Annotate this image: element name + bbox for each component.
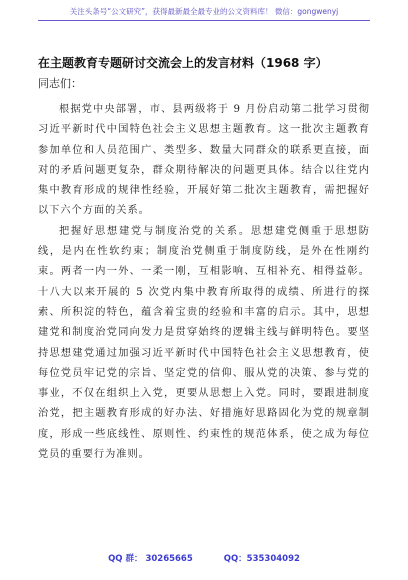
paragraph-intro: 根据党中央部署，市、县两级将于 9 月份启动第二批学习贯彻习近平新时代中国特色社会主义思想主题教育。这一批次主题教育参加单位和人员范围广、类型多、数量大同群众的联系更直接，面对的矛盾问题更复杂，群众期待解决的问题更具体。结合以往党内集中教育形成的规律性经验，开展好第二批次主题教育，需把握好以下六个方面的关系。 (38, 104, 370, 217)
document-body (38, 100, 370, 465)
footer-qq-group: QQ 群： 30265665 (108, 554, 193, 564)
paragraph-thought-and-institution: 把握好思想建党与制度治党的关系。思想建党侧重于思想防线，是内在性软约束；制度治党侧重于制度防线，是外在性刚约束。两者一内一外、一柔一刚，互相影响、互相补充、相得益彰。十八大以来开展的 5 次党内集中教育所取得的成绩、所进行的探索、所积淀的特色，蕴含着宝贵的经验和丰富的启示。其中，思想建党和制度治党同向发力是贯穿始终的逻辑主线与鲜明特色。要坚持思想建党通过加强习近平新时代中国特色社会主义思想教育，使每位党员牢记党的宗旨、坚定党的信仰、服从党的决策、参与党的事业，不仅在组织上入党，更要从思想上入党。同时，要跟进制度治党，把主题教育形成的好办法、好措施好思路固化为党的规章制度，形成一些底线性、原则性、约束性的规范体系，使之成为每位党员的重要行为准则。 (38, 225, 370, 461)
footer-qq: QQ：535304092 (223, 554, 300, 564)
page-footer (0, 552, 408, 564)
document-title: 在主题教育专题研讨交流会上的发言材料（1968 字） (38, 56, 328, 70)
page-header-banner: 关注头条号“公文研究”，获得最新最全最专业的公文资料库！ 微信：gongwenyj (38, 6, 370, 21)
salutation: 同志们： (38, 77, 82, 90)
